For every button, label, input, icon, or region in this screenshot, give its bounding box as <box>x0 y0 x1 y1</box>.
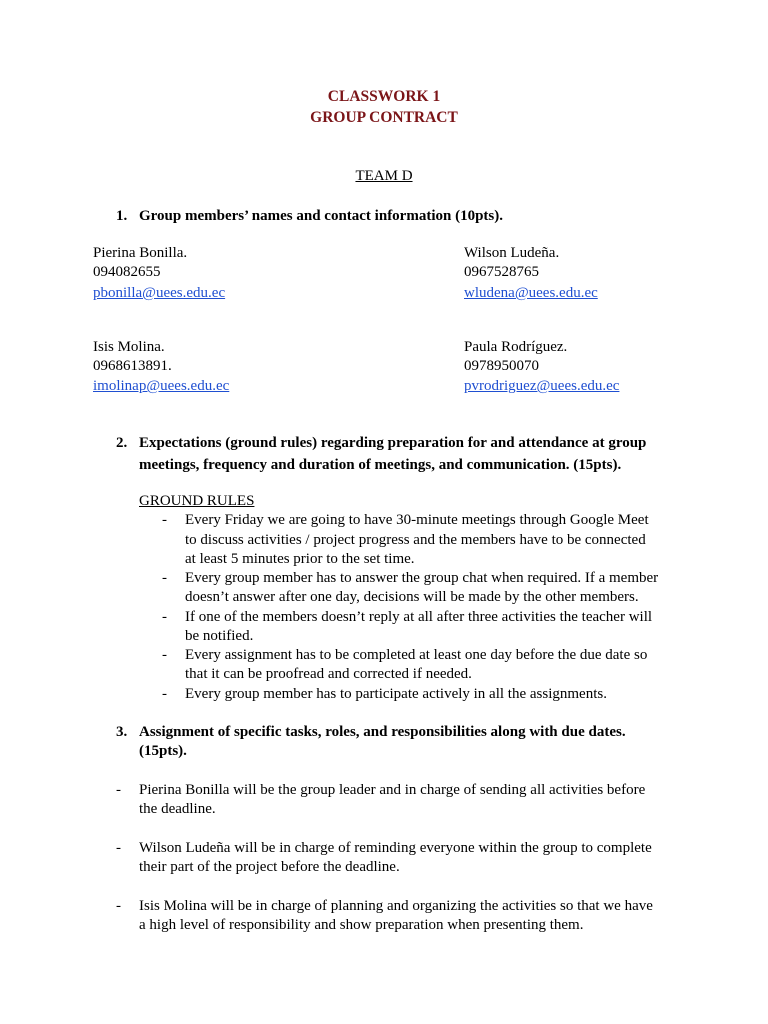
section-2-heading: meetings, frequency and duration of meetings, and communication. (15pts). <box>139 457 622 473</box>
task-text: Wilson Ludeña will be in charge of reminding everyone within the group to complete <box>139 840 652 856</box>
rule-text: Every assignment has to be completed at least one day before the due date so <box>185 647 648 663</box>
section-2-number: 2. <box>116 435 128 451</box>
section-2-heading: Expectations (ground rules) regarding preparation for and attendance at group <box>139 435 647 451</box>
task-text: Pierina Bonilla will be the group leader and in charge of sending all activities before <box>139 782 646 798</box>
section-3-number: 3. <box>116 724 128 740</box>
member-name: Wilson Ludeña. <box>464 245 560 261</box>
rule-text: If one of the members doesn’t reply at all after three activities the teacher will <box>185 609 653 625</box>
document-title: CLASSWORK 1 <box>327 88 441 105</box>
list-bullet: - <box>116 782 121 798</box>
list-bullet: - <box>162 570 167 586</box>
member-email-link[interactable]: imolinap@uees.edu.ec <box>93 378 230 394</box>
member-phone: 0967528765 <box>464 264 539 280</box>
list-bullet: - <box>162 647 167 663</box>
section-3-heading: Assignment of specific tasks, roles, and responsibilities along with due dates. <box>139 724 626 740</box>
member-name: Paula Rodríguez. <box>464 339 568 355</box>
list-bullet: - <box>162 686 167 702</box>
rule-text: at least 5 minutes prior to the set time. <box>185 551 415 567</box>
task-text: a high level of responsibility and show preparation when presenting them. <box>139 917 584 933</box>
section-3-heading: (15pts). <box>139 743 187 759</box>
team-label: TEAM D <box>355 168 413 184</box>
member-email-link[interactable]: pvrodriguez@uees.edu.ec <box>464 378 620 394</box>
member-phone: 0968613891. <box>93 358 172 374</box>
member-name: Isis Molina. <box>93 339 165 355</box>
ground-rules-subheading: GROUND RULES <box>139 493 255 509</box>
rule-text: Every group member has to participate actively in all the assignments. <box>185 686 607 702</box>
rule-text: doesn’t answer after one day, decisions will be made by the other members. <box>185 589 639 605</box>
rule-text: that it can be proofread and corrected if needed. <box>185 666 472 682</box>
section-1-number: 1. <box>116 208 128 224</box>
list-bullet: - <box>162 512 167 528</box>
document-subtitle: GROUP CONTRACT <box>310 109 458 126</box>
member-email-link[interactable]: wludena@uees.edu.ec <box>464 285 598 301</box>
rule-text: be notified. <box>185 628 254 644</box>
rule-text: Every group member has to answer the group chat when required. If a member <box>185 570 659 586</box>
task-text: the deadline. <box>139 801 216 817</box>
section-1-heading: Group members’ names and contact information (10pts). <box>139 208 504 224</box>
list-bullet: - <box>116 840 121 856</box>
rule-text: Every Friday we are going to have 30-minute meetings through Google Meet <box>185 512 649 528</box>
list-bullet: - <box>116 898 121 914</box>
member-email-link[interactable]: pbonilla@uees.edu.ec <box>93 285 226 301</box>
task-text: Isis Molina will be in charge of planning and organizing the activities so that we have <box>139 898 653 914</box>
member-phone: 0978950070 <box>464 358 539 374</box>
task-text: their part of the project before the deadline. <box>139 859 400 875</box>
list-bullet: - <box>162 609 167 625</box>
member-phone: 094082655 <box>93 264 161 280</box>
rule-text: to discuss activities / project progress and the members have to be connected <box>185 532 646 548</box>
member-name: Pierina Bonilla. <box>93 245 188 261</box>
